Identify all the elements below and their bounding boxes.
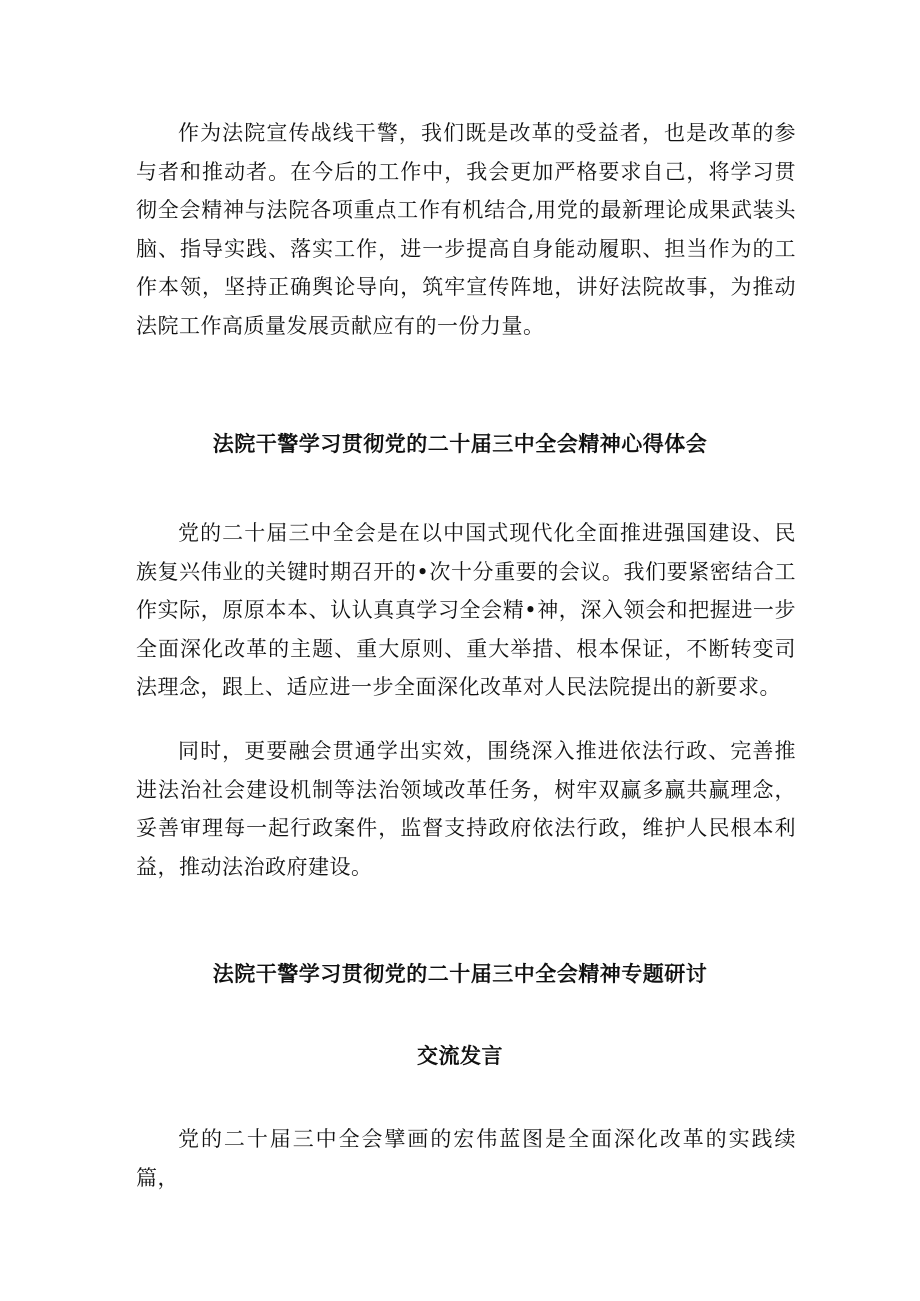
section3-title-line1: 法院干警学习贯彻党的二十届三中全会精神专题研讨	[212, 962, 708, 986]
section3-paragraph: 党的二十届三中全会擘画的宏伟蓝图是全面深化改革的实践续篇，	[136, 1127, 796, 1190]
section3-title-line2: 交流发言	[417, 1044, 503, 1068]
section2-paragraph-2: 同时，更要融会贯通学出实效，围绕深入推进依法行政、完善推进法治社会建设机制等法治领域改革任务，树牢双赢多赢共赢理念，妥善审理每一起行政案件，监督支持政府依法行政，维护人民根本利益，推动法治政府建设。	[136, 739, 796, 879]
section1-paragraph: 作为法院宣传战线干警，我们既是改革的受益者，也是改革的参与者和推动者。在今后的工作中，我会更加严格要求自己，将学习贯彻全会精神与法院各项重点工作有机结合,用党的最新理论成果武装头脑、指导实践、落实工作，进一步提高自身能动履职、担当作为的工作本领，坚持正确舆论导向，筑牢宣传阵地，讲好法院故事，为推动法院工作高质量发展贡献应有的一份力量。	[136, 121, 796, 338]
section2-paragraph-1: 党的二十届三中全会是在以中国式现代化全面推进强国建设、民族复兴伟业的关键时期召开的•次十分重要的会议。我们要紧密结合工作实际，原原本本、认认真真学习全会精•神，深入领会和把握进一步全面深化改革的主题、重大原则、重大举措、根本保证，不断转变司法理念，跟上、适应进一步全面深化改革对人民法院提出的新要求。	[136, 521, 796, 699]
section2-title: 法院干警学习贯彻党的二十届三中全会精神心得体会	[212, 432, 708, 456]
